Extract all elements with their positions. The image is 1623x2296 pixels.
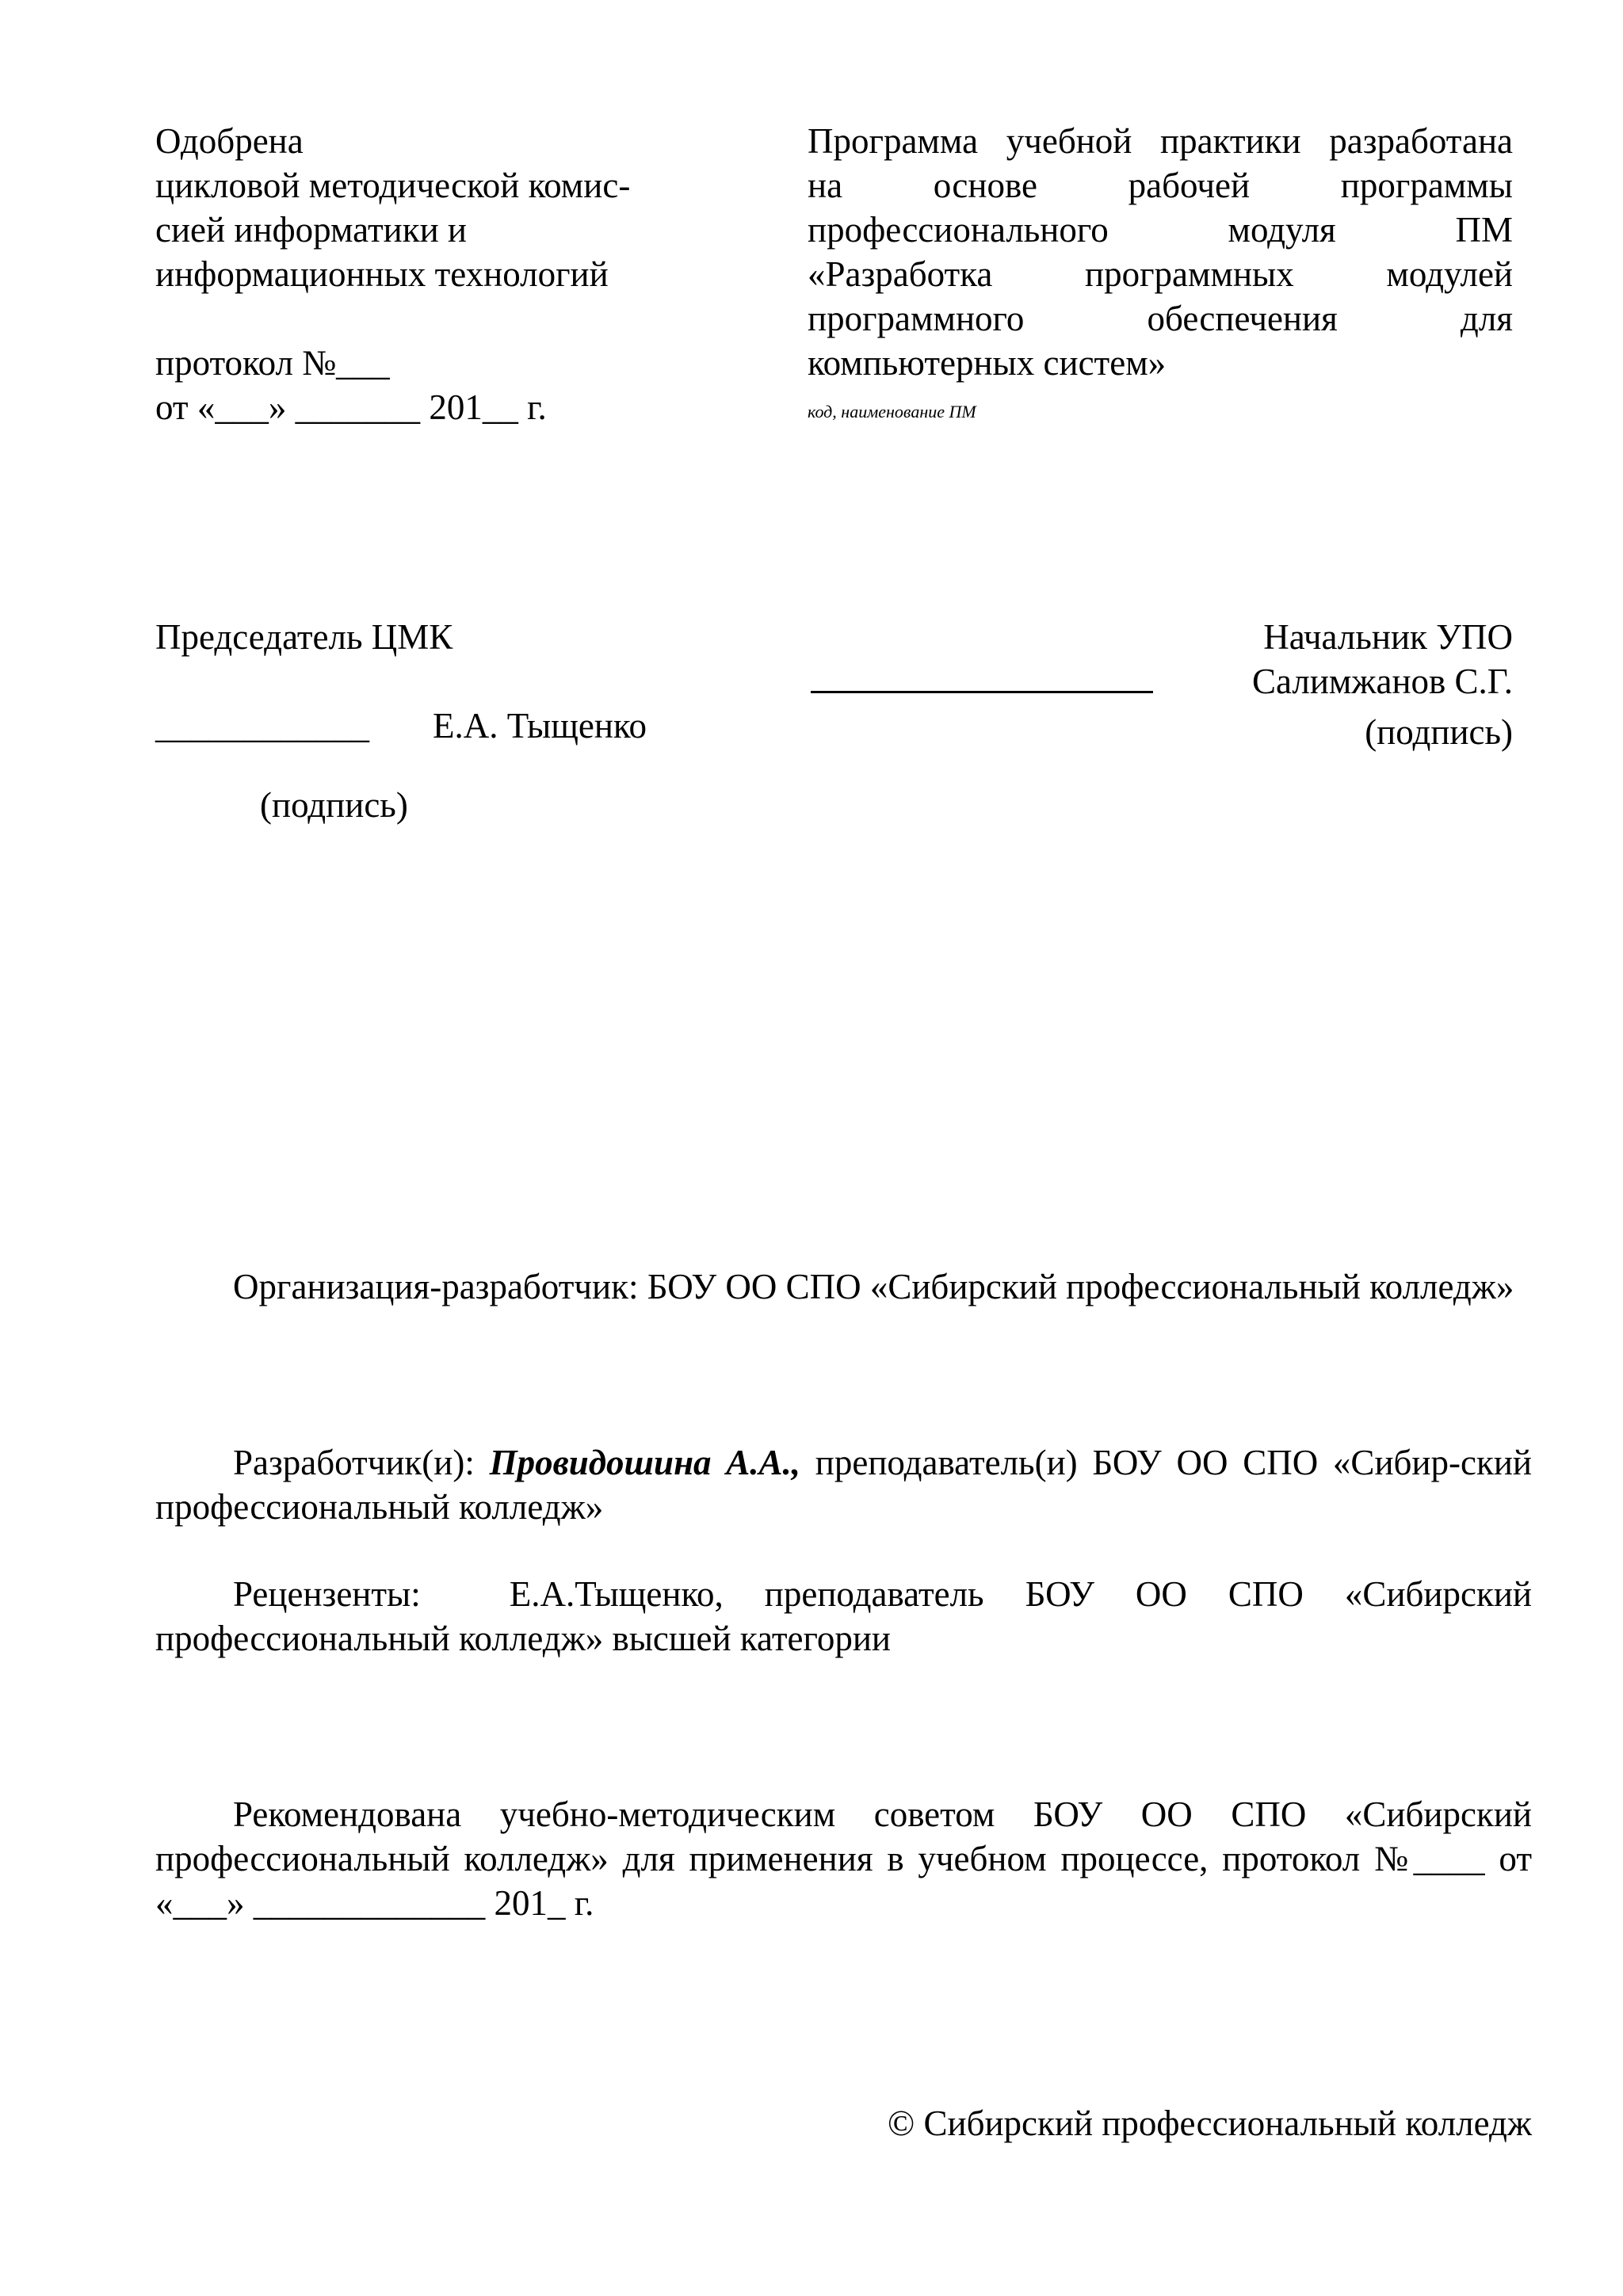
program-line: на основе рабочей программы	[808, 166, 1513, 205]
approval-line: Одобрена	[155, 121, 304, 161]
head-signature-line	[811, 691, 1153, 693]
head-signature-caption: (подпись)	[1365, 712, 1513, 752]
head-block	[808, 615, 1513, 789]
recommended-text: Рекомендована учебно-методическим советом БОУ ОО СПО «Сибирский профессиональный колледж» для применения в учебном процессе, протокол №____ от «___» _____________ 201_ г.	[155, 1794, 1532, 1923]
copyright-line	[713, 2101, 1532, 2145]
reviewers-body: Е.А.Тыщенко, преподаватель БОУ ОО СПО «Сибирский профессиональный колледж» высшей категории	[155, 1574, 1532, 1658]
program-line: профессионального модуля ПМ	[808, 210, 1513, 250]
developer-name: Провидошина А.А.,	[489, 1443, 801, 1482]
approval-line: цикловой методической комис-	[155, 166, 631, 205]
chairman-signature-blank: ____________	[155, 706, 369, 746]
organization-paragraph	[155, 1264, 1532, 1309]
copyright-text: © Сибирский профессиональный колледж	[888, 2103, 1532, 2143]
developers-label: Разработчик(и):	[233, 1443, 490, 1482]
program-line: компьютерных систем»	[808, 343, 1167, 383]
chairman-name: Е.А. Тыщенко	[433, 706, 647, 746]
reviewers-paragraph	[155, 1572, 1532, 1661]
program-line: программного обеспечения для	[808, 299, 1513, 338]
recommended-paragraph	[155, 1792, 1532, 1925]
program-line: «Разработка программных модулей	[808, 254, 1513, 294]
chairman-signature-caption: (подпись)	[260, 785, 408, 825]
reviewers-label: Рецензенты:	[233, 1574, 421, 1614]
organization-text: Организация-разработчик: БОУ ОО СПО «Сибирский профессиональный колледж»	[233, 1267, 1514, 1306]
developers-paragraph	[155, 1440, 1532, 1529]
program-block	[808, 119, 1513, 423]
date-line: от «___» _______ 201__ г.	[155, 387, 547, 427]
approval-block	[155, 119, 726, 429]
developers-rest: преподаватель(и) БОУ ОО СПО «Сибир-ский профессиональный колледж»	[155, 1443, 1532, 1527]
reviewers-text	[155, 1572, 1532, 1661]
head-title: Начальник УПО	[1263, 617, 1513, 657]
approval-line: сией информатики и	[155, 210, 468, 250]
approval-line: информационных технологий	[155, 254, 609, 294]
head-name: Салимжанов С.Г.	[1252, 662, 1513, 701]
developers-text	[155, 1440, 1532, 1529]
program-line: Программа учебной практики разработана	[808, 121, 1513, 161]
program-caption: код, наименование ПМ	[808, 402, 976, 421]
protocol-line: протокол №___	[155, 343, 390, 383]
chairman-block	[155, 615, 758, 837]
chairman-title: Председатель ЦМК	[155, 617, 453, 657]
